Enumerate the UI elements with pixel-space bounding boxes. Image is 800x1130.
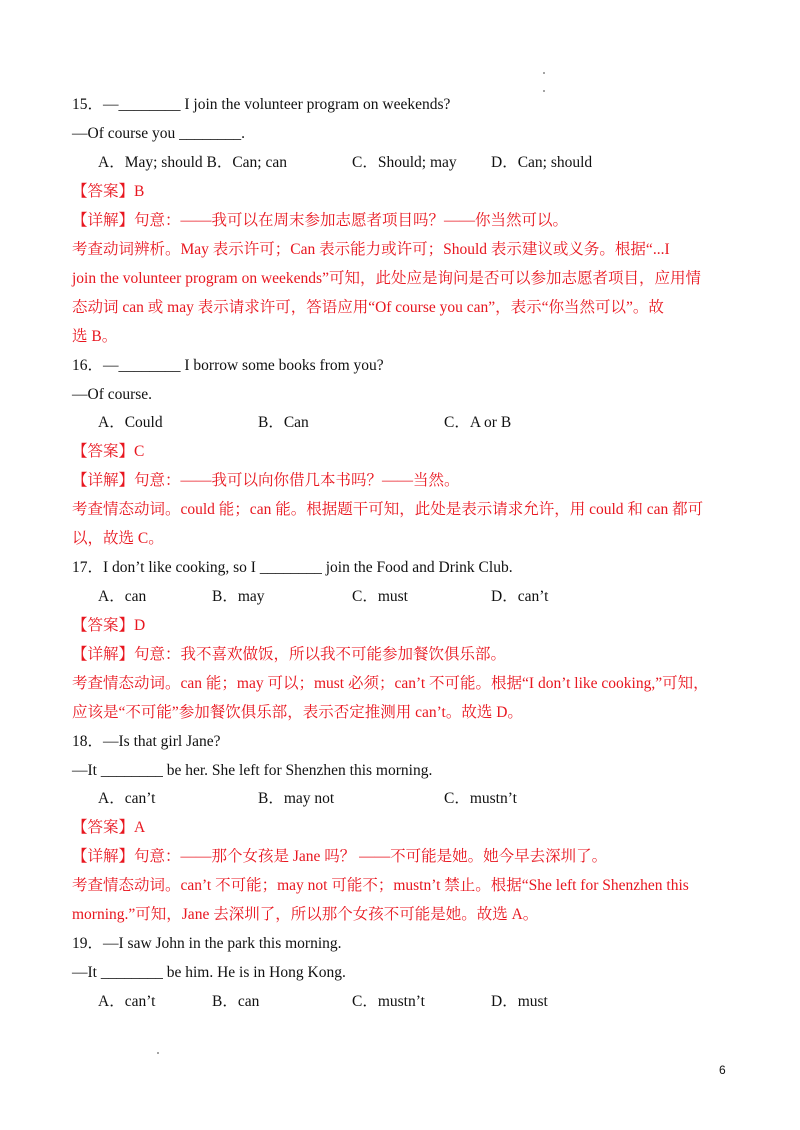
q16-option-b: B．Can bbox=[258, 414, 309, 431]
q17-option-c: C．must bbox=[352, 588, 408, 605]
q19-option-d: D．must bbox=[491, 993, 548, 1010]
q16-option-c: C．A or B bbox=[444, 414, 512, 431]
q17-stem: 17．I don’t like cooking, so I ________ join the Food and Drink Club. bbox=[72, 559, 513, 576]
q18-answer: 【答案】A bbox=[72, 819, 146, 836]
q17-analysis-line: 应该是“不可能”参加餐饮俱乐部，表示否定推测用 can’t。故选 D。 bbox=[72, 704, 523, 721]
q15-analysis-line: 选 B。 bbox=[72, 328, 118, 345]
q16-answer: 【答案】C bbox=[72, 443, 145, 460]
q17-detail: 【详解】句意：我不喜欢做饭，所以我不可能参加餐饮俱乐部。 bbox=[72, 646, 507, 663]
q18-stem: 18．—Is that girl Jane? bbox=[72, 733, 221, 750]
q15-analysis-line: 考查动词辨析。May 表示许可；Can 表示能力或许可；Should 表示建议或义务。根据“...I bbox=[72, 241, 670, 258]
q15-option-c: C．Should; may bbox=[352, 154, 457, 171]
q15-reply: —Of course you ________. bbox=[72, 125, 246, 142]
q18-analysis-line: 考查情态动词。can’t 不可能；may not 可能不；mustn’t 禁止。根据“She left for Shenzhen this bbox=[72, 877, 689, 894]
scan-dot bbox=[543, 90, 545, 92]
q17-analysis-line: 考查情态动词。can 能；may 可以；must 必须；can’t 不可能。根据“I don’t like cooking,”可知， bbox=[72, 675, 709, 692]
scan-dot bbox=[543, 72, 545, 74]
q19-option-a: A．can’t bbox=[98, 993, 156, 1010]
q15-option-d: D．Can; should bbox=[491, 154, 593, 171]
q18-option-c: C．mustn’t bbox=[444, 790, 517, 807]
q17-option-d: D．can’t bbox=[491, 588, 549, 605]
q17-option-b: B．may bbox=[212, 588, 265, 605]
q19-option-c: C．mustn’t bbox=[352, 993, 425, 1010]
q15-option-ab: A．May; should B．Can; can bbox=[98, 154, 287, 171]
q16-analysis-line: 考查情态动词。could 能；can 能。根据题干可知，此处是表示请求允许，用 could 和 can 都可 bbox=[72, 501, 704, 518]
q18-option-b: B．may not bbox=[258, 790, 335, 807]
q16-analysis-line: 以，故选 C。 bbox=[72, 530, 164, 547]
q15-answer: 【答案】B bbox=[72, 183, 145, 200]
q16-reply: —Of course. bbox=[72, 386, 153, 403]
page-number: 6 bbox=[719, 1063, 726, 1077]
q18-detail: 【详解】句意：——那个女孩是 Jane 吗？ ——不可能是她。她今早去深圳了。 bbox=[72, 848, 608, 865]
q19-option-b: B．can bbox=[212, 993, 260, 1010]
q15-stem: 15．—________ I join the volunteer program on weekends? bbox=[72, 96, 451, 113]
q19-stem: 19．—I saw John in the park this morning. bbox=[72, 935, 342, 952]
q16-detail: 【详解】句意：——我可以向你借几本书吗？——当然。 bbox=[72, 472, 460, 489]
q17-option-a: A．can bbox=[98, 588, 147, 605]
q16-stem: 16．—________ I borrow some books from you? bbox=[72, 357, 384, 374]
q18-reply: —It ________ be her. She left for Shenzhen this morning. bbox=[72, 762, 433, 779]
scan-dot bbox=[157, 1052, 159, 1054]
q19-reply: —It ________ be him. He is in Hong Kong. bbox=[72, 964, 346, 981]
q17-answer: 【答案】D bbox=[72, 617, 146, 634]
q15-analysis-line: join the volunteer program on weekends”可知，此处应是询问是否可以参加志愿者项目，应用情 bbox=[72, 270, 701, 287]
q18-option-a: A．can’t bbox=[98, 790, 156, 807]
q16-option-a: A．Could bbox=[98, 414, 163, 431]
q15-analysis-line: 态动词 can 或 may 表示请求许可，答语应用“Of course you can”，表示“你当然可以”。故 bbox=[72, 299, 664, 316]
q18-analysis-line: morning.”可知，Jane 去深圳了，所以那个女孩不可能是她。故选 A。 bbox=[72, 906, 539, 923]
q15-detail: 【详解】句意：——我可以在周末参加志愿者项目吗？——你当然可以。 bbox=[72, 212, 569, 229]
